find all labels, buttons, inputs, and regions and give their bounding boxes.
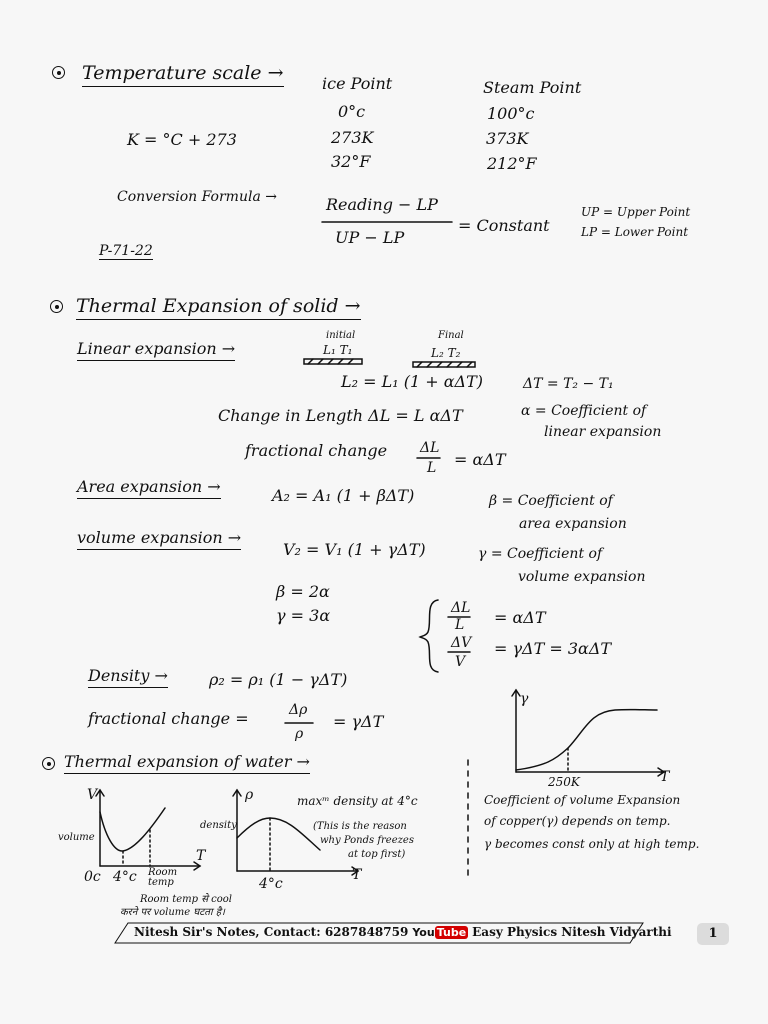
- brace-line1-denominator: L: [455, 617, 465, 633]
- conversion-denominator: UP − LP: [335, 228, 405, 247]
- upper-point-definition: UP = Upper Point: [581, 205, 691, 219]
- gamma-graph-x-label: T: [660, 769, 670, 785]
- brace-line2-numerator: ΔV: [451, 635, 472, 651]
- fractional-change-label: fractional change: [245, 441, 388, 460]
- density-graph-reason-line1: (This is the reason: [313, 821, 407, 832]
- gamma-graph-x-tick: 250K: [548, 775, 580, 789]
- fractional-change-denominator: L: [427, 460, 437, 476]
- alpha-definition-line1: α = Coefficient of: [521, 403, 647, 419]
- volume-graph-y-label: volume: [58, 832, 95, 843]
- volume-graph-room-temp: Room temp: [148, 867, 178, 888]
- volume-graph-note-line2: करने पर volume घटता है।: [120, 907, 225, 918]
- lower-point-definition: LP = Lower Point: [581, 225, 689, 239]
- fractional-density-numerator: Δρ: [289, 702, 308, 718]
- area-expansion-formula: A₂ = A₁ (1 + βΔT): [272, 486, 415, 505]
- kelvin-formula: K = °C + 273: [127, 130, 237, 149]
- gamma-relation: γ = 3α: [276, 606, 331, 625]
- page-number: 1: [697, 923, 729, 945]
- gamma-graph-caption-line2: of copper(γ) depends on temp.: [484, 814, 671, 828]
- density-formula: ρ₂ = ρ₁ (1 − γΔT): [209, 670, 348, 689]
- volume-graph-y-axis: V: [87, 787, 98, 803]
- volume-expansion-label: volume expansion →: [77, 530, 241, 550]
- youtube-logo-icon: You Tube: [412, 926, 467, 939]
- density-curve: [237, 818, 320, 850]
- gamma-graph-caption-line3: γ becomes const only at high temp.: [484, 837, 700, 851]
- initial-values: L₁ T₁: [323, 343, 353, 357]
- thermal-expansion-water-heading: Thermal expansion of water →: [64, 754, 310, 774]
- footer-text: [134, 925, 672, 939]
- alpha-definition-line2: linear expansion: [544, 424, 662, 440]
- beta-definition-line1: β = Coefficient of: [489, 493, 613, 509]
- conversion-result: = Constant: [458, 216, 550, 235]
- footer-channel: Easy Physics Nitesh Vidyarthi: [472, 925, 672, 939]
- footer-banner: [114, 922, 672, 944]
- curly-brace: [420, 600, 438, 672]
- density-graph-max-label: maxᵐ density at 4°c: [297, 794, 418, 808]
- beta-relation: β = 2α: [276, 582, 330, 601]
- density-label: Density →: [88, 668, 168, 688]
- conversion-numerator: Reading − LP: [326, 195, 438, 214]
- gamma-definition-line2: volume expansion: [518, 569, 646, 585]
- steam-point-celsius: 100°c: [487, 104, 535, 123]
- beta-definition-line2: area expansion: [519, 516, 627, 532]
- temperature-scale-heading: Temperature scale →: [82, 64, 284, 87]
- area-expansion-label: Area expansion →: [77, 479, 221, 499]
- footer-contact: Nitesh Sir's Notes, Contact: 6287848759: [134, 925, 409, 939]
- volume-graph-4c: 4°c: [113, 869, 137, 885]
- final-label: Final: [438, 330, 464, 341]
- gamma-definition-line1: γ = Coefficient of: [478, 546, 603, 562]
- gamma-curve: [516, 710, 657, 770]
- volume-expansion-formula: V₂ = V₁ (1 + γΔT): [283, 540, 426, 559]
- ice-point-fahrenheit: 32°F: [331, 152, 371, 171]
- fractional-change-numerator: ΔL: [420, 440, 440, 456]
- steam-point-kelvin: 373K: [486, 129, 529, 148]
- steam-point-fahrenheit: 212°F: [487, 154, 537, 173]
- density-graph-reason-line3: at top first): [348, 849, 406, 860]
- final-values: L₂ T₂: [431, 346, 461, 360]
- brace-line1-numerator: ΔL: [451, 600, 471, 616]
- initial-label: initial: [326, 330, 356, 341]
- linear-expansion-formula: L₂ = L₁ (1 + αΔT): [341, 372, 484, 391]
- fractional-change-result: = αΔT: [454, 450, 506, 469]
- volume-curve: [100, 808, 165, 851]
- fractional-density-label: fractional change =: [88, 709, 249, 728]
- thermal-expansion-solid-heading: Thermal Expansion of solid →: [76, 297, 361, 320]
- fractional-density-rhs: = γΔT: [333, 712, 384, 731]
- fractional-density-denominator: ρ: [295, 726, 304, 742]
- gamma-graph-caption-line1: Coefficient of volume Expansion: [484, 793, 681, 807]
- steam-point-header: Steam Point: [483, 78, 582, 97]
- volume-graph-origin: 0c: [84, 869, 101, 885]
- density-graph-reason-line2: why Ponds freezes: [320, 835, 414, 846]
- page-reference: P-71-22: [99, 243, 153, 259]
- density-graph-4c: 4°c: [259, 876, 283, 892]
- brace-line2-denominator: V: [455, 654, 466, 670]
- ice-point-kelvin: 273K: [331, 128, 374, 147]
- volume-graph-x-axis: T: [196, 848, 206, 864]
- density-graph-x-axis: T: [352, 867, 362, 883]
- change-in-length: Change in Length ΔL = L αΔT: [218, 406, 463, 425]
- delta-t-definition: ΔT = T₂ − T₁: [523, 376, 614, 392]
- conversion-formula-label: Conversion Formula →: [117, 189, 277, 205]
- brace-line1-rhs: = αΔT: [494, 608, 546, 627]
- ice-point-celsius: 0°c: [338, 102, 366, 121]
- brace-line2-rhs: = γΔT = 3αΔT: [494, 639, 612, 658]
- gamma-graph-y-label: γ: [520, 691, 529, 707]
- linear-expansion-label: Linear expansion →: [77, 341, 235, 361]
- density-graph-y-label: density: [200, 820, 237, 831]
- volume-graph-note-line1: Room temp से cool: [140, 894, 233, 905]
- density-graph-y-axis: ρ: [245, 787, 254, 803]
- ice-point-header: ice Point: [322, 74, 393, 93]
